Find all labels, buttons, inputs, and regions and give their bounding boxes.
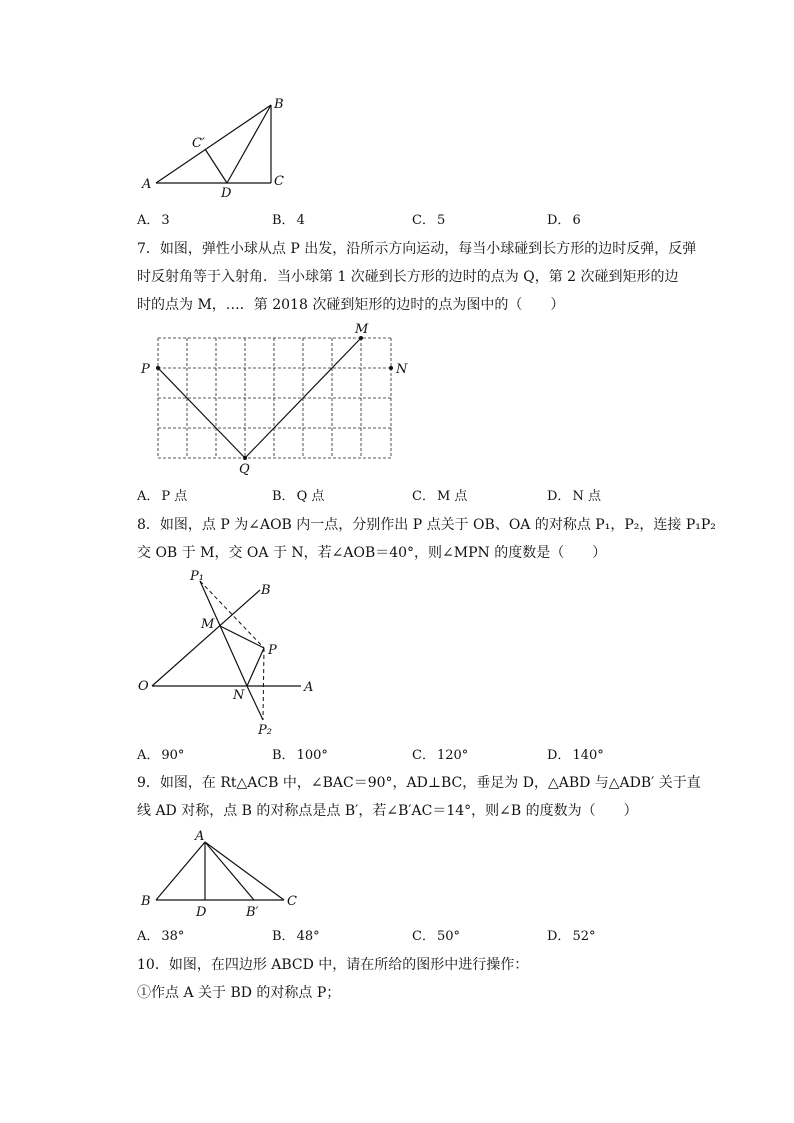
q7-label-p: P (141, 362, 150, 377)
q9-text-line-2: 线 AD 对称，点 B 的对称点是点 B′，若∠B′AC＝14°，则∠B 的度数为（ ） (137, 803, 638, 819)
q7-label-n: N (396, 362, 408, 377)
q8-segment-p1n (200, 581, 247, 686)
q6-option-b[interactable]: B． 4 (272, 213, 305, 228)
q8-label-p2: P₂ (258, 723, 272, 738)
q7-label-m: M (355, 322, 369, 337)
q10-text-line-1: 10．如图，在四边形 ABCD 中，请在所给的图形中进行操作： (137, 957, 529, 973)
q9-label-c: C (287, 894, 297, 909)
q7-point-n (389, 366, 393, 370)
q7-option-c[interactable]: C． M 点 (412, 489, 468, 504)
q9-label-b: B (141, 894, 151, 909)
q6-segment-c1d (205, 149, 227, 183)
q6-label-a: A (142, 177, 152, 192)
q9-segment-ac (205, 842, 284, 900)
q7-path-pq (158, 368, 245, 458)
q8-option-c[interactable]: C． 120° (412, 748, 469, 763)
q9-text-line-1: 9．如图，在 Rt△ACB 中，∠BAC＝90°，AD⊥BC，垂足为 D，△ABD 与△ADB′ 关于直 (137, 775, 701, 791)
q6-segment-ab (156, 105, 271, 183)
q8-label-b: B (261, 583, 271, 598)
q8-figure (138, 568, 328, 738)
q6-option-a[interactable]: A． 3 (137, 213, 170, 228)
q7-text-line-3: 时的点为 M，…．第 2018 次碰到矩形的边时的点为图中的（ ） (137, 297, 565, 313)
q9-segment-ab-prime (205, 842, 254, 900)
q6-figure (140, 95, 300, 205)
q9-figure (138, 826, 308, 922)
q8-label-n: N (233, 688, 245, 703)
q6-label-b: B (274, 97, 284, 112)
q7-option-d[interactable]: D． N 点 (547, 489, 601, 504)
q9-option-a[interactable]: A． 38° (137, 929, 185, 944)
q7-text-line-1: 7．如图，弹性小球从点 P 出发，沿所示方向运动，每当小球碰到长方形的边时反弹，反弹 (137, 241, 697, 257)
q8-segment-np (247, 648, 264, 686)
q8-label-p1: P₁ (190, 569, 204, 584)
q6-label-c: C (274, 174, 284, 189)
q7-point-q (243, 456, 247, 460)
q9-option-b[interactable]: B． 48° (272, 929, 320, 944)
q9-label-d: D (196, 905, 207, 920)
q8-option-a[interactable]: A． 90° (137, 748, 185, 763)
q7-figure (138, 320, 413, 478)
q6-segment-bd (227, 105, 271, 183)
q6-option-c[interactable]: C． 5 (412, 213, 446, 228)
q8-label-a: A (304, 680, 314, 695)
q8-dashed-pp2 (263, 648, 264, 720)
q8-option-b[interactable]: B． 100° (272, 748, 328, 763)
q7-point-p (156, 366, 160, 370)
q8-text-line-1: 8．如图，点 P 为∠AOB 内一点，分别作出 P 点关于 OB、OA 的对称点 P₁，P₂，连接 P₁P₂ (137, 517, 716, 533)
q8-text-line-2: 交 OB 于 M，交 OA 于 N，若∠AOB＝40°，则∠MPN 的度数是（ ） (137, 545, 607, 561)
q9-option-c[interactable]: C． 50° (412, 929, 460, 944)
q9-option-d[interactable]: D． 52° (547, 929, 596, 944)
q8-segment-np2 (247, 686, 263, 720)
q9-label-a: A (195, 829, 205, 844)
q7-dashed-grid (158, 338, 391, 458)
q7-option-b[interactable]: B． Q 点 (272, 489, 325, 504)
q10-text-line-2: ①作点 A 关于 BD 的对称点 P； (137, 985, 341, 1001)
q8-label-p: P (268, 643, 277, 658)
q6-label-c-prime: C′ (192, 136, 205, 151)
q6-label-d: D (221, 186, 232, 201)
q7-option-a[interactable]: A． P 点 (137, 489, 188, 504)
q9-segment-ab (156, 842, 205, 900)
q7-text-line-2: 时反射角等于入射角．当小球第 1 次碰到长方形的边时的点为 Q，第 2 次碰到矩形的边 (137, 269, 679, 285)
q8-option-d[interactable]: D． 140° (547, 748, 604, 763)
q8-label-m: M (201, 617, 215, 632)
q9-label-b-prime: B′ (246, 905, 259, 920)
q8-label-o: O (138, 679, 149, 694)
q8-segment-mp (220, 626, 264, 648)
q6-option-d[interactable]: D． 6 (547, 213, 581, 228)
q7-label-q: Q (239, 462, 250, 477)
